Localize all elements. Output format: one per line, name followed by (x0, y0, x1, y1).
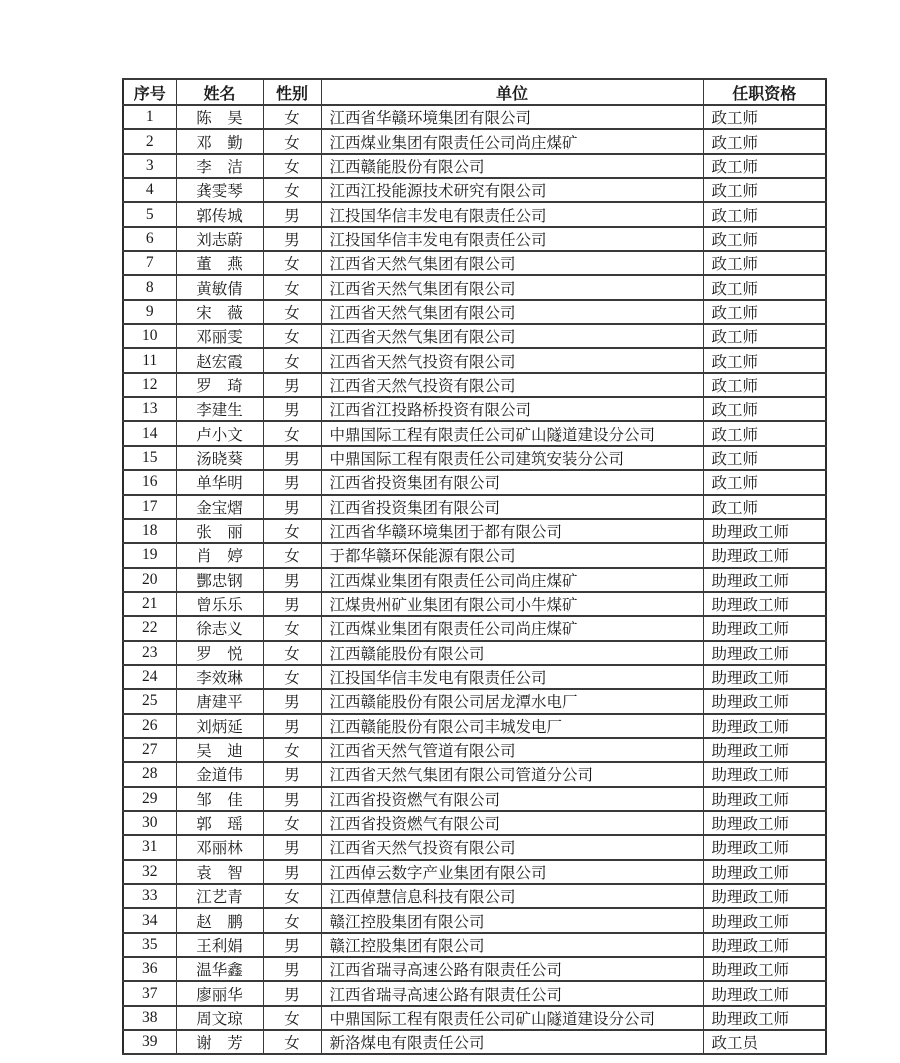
cell-gender: 男 (263, 568, 321, 592)
cell-qualification: 政工师 (703, 105, 826, 129)
cell-unit: 江投国华信丰发电有限责任公司 (321, 202, 703, 226)
cell-name: 吴 迪 (176, 738, 263, 762)
cell-gender: 男 (263, 373, 321, 397)
cell-qualification: 助理政工师 (703, 860, 826, 884)
cell-qualification: 政工师 (703, 227, 826, 251)
cell-qualification: 政工师 (703, 348, 826, 372)
cell-name: 酆忠钢 (176, 568, 263, 592)
cell-serial-number: 3 (123, 154, 176, 178)
table-header (123, 79, 826, 105)
cell-gender: 男 (263, 446, 321, 470)
cell-qualification: 政工师 (703, 202, 826, 226)
column-header-name: 姓名 (176, 79, 263, 105)
cell-serial-number: 18 (123, 519, 176, 543)
cell-unit: 江西省天然气管道有限公司 (321, 738, 703, 762)
cell-qualification: 政工师 (703, 397, 826, 421)
cell-serial-number: 4 (123, 178, 176, 202)
cell-qualification: 政工师 (703, 373, 826, 397)
cell-serial-number: 38 (123, 1006, 176, 1030)
table-row (123, 519, 826, 543)
cell-unit: 赣江控股集团有限公司 (321, 933, 703, 957)
table-row (123, 689, 826, 713)
table-row (123, 373, 826, 397)
cell-qualification: 政工师 (703, 300, 826, 324)
cell-gender: 女 (263, 738, 321, 762)
cell-name: 唐建平 (176, 689, 263, 713)
cell-gender: 女 (263, 129, 321, 153)
table-row (123, 154, 826, 178)
cell-serial-number: 25 (123, 689, 176, 713)
cell-qualification: 助理政工师 (703, 543, 826, 567)
column-header-qualification: 任职资格 (703, 79, 826, 105)
cell-qualification: 助理政工师 (703, 908, 826, 932)
cell-unit: 江西倬云数字产业集团有限公司 (321, 860, 703, 884)
cell-serial-number: 29 (123, 787, 176, 811)
cell-gender: 男 (263, 957, 321, 981)
table-row (123, 1030, 826, 1054)
cell-name: 邓 勤 (176, 129, 263, 153)
cell-serial-number: 13 (123, 397, 176, 421)
table-row (123, 178, 826, 202)
table-row (123, 860, 826, 884)
cell-name: 王利娟 (176, 933, 263, 957)
cell-qualification: 助理政工师 (703, 811, 826, 835)
table-row (123, 275, 826, 299)
cell-gender: 女 (263, 105, 321, 129)
cell-qualification: 政工师 (703, 129, 826, 153)
cell-serial-number: 36 (123, 957, 176, 981)
cell-qualification: 政工师 (703, 178, 826, 202)
cell-name: 罗 悦 (176, 641, 263, 665)
cell-gender: 男 (263, 860, 321, 884)
cell-serial-number: 8 (123, 275, 176, 299)
table-row (123, 543, 826, 567)
table-row (123, 202, 826, 226)
table-row (123, 981, 826, 1005)
cell-name: 卢小文 (176, 421, 263, 445)
cell-name: 谢 芳 (176, 1030, 263, 1054)
table-row (123, 811, 826, 835)
cell-qualification: 助理政工师 (703, 738, 826, 762)
cell-qualification: 助理政工师 (703, 568, 826, 592)
table-row (123, 397, 826, 421)
cell-unit: 新洛煤电有限责任公司 (321, 1030, 703, 1054)
cell-name: 赵 鹏 (176, 908, 263, 932)
cell-qualification: 助理政工师 (703, 519, 826, 543)
cell-serial-number: 5 (123, 202, 176, 226)
cell-unit: 江西省瑞寻高速公路有限责任公司 (321, 957, 703, 981)
cell-qualification: 政工员 (703, 1030, 826, 1054)
cell-name: 金宝熠 (176, 495, 263, 519)
cell-gender: 女 (263, 884, 321, 908)
table-row (123, 957, 826, 981)
cell-name: 黄敏倩 (176, 275, 263, 299)
cell-gender: 女 (263, 275, 321, 299)
cell-gender: 女 (263, 908, 321, 932)
cell-qualification: 助理政工师 (703, 884, 826, 908)
cell-name: 李 洁 (176, 154, 263, 178)
cell-serial-number: 32 (123, 860, 176, 884)
cell-name: 龚雯琴 (176, 178, 263, 202)
cell-serial-number: 14 (123, 421, 176, 445)
cell-unit: 江煤贵州矿业集团有限公司小牛煤矿 (321, 592, 703, 616)
cell-serial-number: 39 (123, 1030, 176, 1054)
cell-serial-number: 19 (123, 543, 176, 567)
cell-gender: 女 (263, 251, 321, 275)
cell-unit: 江西省天然气集团有限公司 (321, 300, 703, 324)
cell-qualification: 政工师 (703, 251, 826, 275)
cell-gender: 女 (263, 543, 321, 567)
table-row (123, 835, 826, 859)
cell-gender: 女 (263, 811, 321, 835)
table-row (123, 616, 826, 640)
cell-name: 江艺青 (176, 884, 263, 908)
cell-gender: 男 (263, 787, 321, 811)
cell-name: 郭传城 (176, 202, 263, 226)
column-header-serial-number: 序号 (123, 79, 176, 105)
cell-name: 罗 琦 (176, 373, 263, 397)
cell-serial-number: 31 (123, 835, 176, 859)
cell-name: 曾乐乐 (176, 592, 263, 616)
table-row (123, 300, 826, 324)
cell-serial-number: 35 (123, 933, 176, 957)
cell-unit: 江西省投资集团有限公司 (321, 495, 703, 519)
cell-unit: 江西省瑞寻高速公路有限责任公司 (321, 981, 703, 1005)
cell-name: 金道伟 (176, 762, 263, 786)
cell-serial-number: 34 (123, 908, 176, 932)
cell-serial-number: 20 (123, 568, 176, 592)
table-row (123, 592, 826, 616)
cell-gender: 女 (263, 348, 321, 372)
cell-name: 郭 瑶 (176, 811, 263, 835)
cell-gender: 男 (263, 470, 321, 494)
cell-serial-number: 28 (123, 762, 176, 786)
cell-qualification: 政工师 (703, 421, 826, 445)
table-row (123, 251, 826, 275)
cell-qualification: 助理政工师 (703, 616, 826, 640)
table-row (123, 105, 826, 129)
cell-qualification: 助理政工师 (703, 981, 826, 1005)
cell-name: 肖 婷 (176, 543, 263, 567)
cell-qualification: 助理政工师 (703, 787, 826, 811)
cell-name: 张 丽 (176, 519, 263, 543)
cell-name: 邹 佳 (176, 787, 263, 811)
cell-gender: 女 (263, 154, 321, 178)
cell-gender: 男 (263, 495, 321, 519)
cell-gender: 男 (263, 933, 321, 957)
cell-unit: 于都华赣环保能源有限公司 (321, 543, 703, 567)
cell-unit: 江西倬慧信息科技有限公司 (321, 884, 703, 908)
cell-unit: 江西江投能源技术研究有限公司 (321, 178, 703, 202)
cell-unit: 江西煤业集团有限责任公司尚庄煤矿 (321, 616, 703, 640)
cell-name: 刘炳延 (176, 714, 263, 738)
cell-unit: 江西省天然气投资有限公司 (321, 835, 703, 859)
cell-qualification: 助理政工师 (703, 1006, 826, 1030)
cell-gender: 男 (263, 202, 321, 226)
cell-unit: 江西煤业集团有限责任公司尚庄煤矿 (321, 129, 703, 153)
cell-qualification: 政工师 (703, 470, 826, 494)
cell-name: 廖丽华 (176, 981, 263, 1005)
cell-name: 徐志义 (176, 616, 263, 640)
cell-gender: 男 (263, 397, 321, 421)
cell-qualification: 助理政工师 (703, 714, 826, 738)
table-row (123, 446, 826, 470)
cell-unit: 江西省天然气投资有限公司 (321, 373, 703, 397)
cell-unit: 江西省华赣环境集团有限公司 (321, 105, 703, 129)
cell-unit: 江西省投资燃气有限公司 (321, 811, 703, 835)
cell-unit: 江西省投资集团有限公司 (321, 470, 703, 494)
cell-gender: 男 (263, 592, 321, 616)
cell-serial-number: 7 (123, 251, 176, 275)
cell-unit: 江西省华赣环境集团于都有限公司 (321, 519, 703, 543)
cell-gender: 女 (263, 641, 321, 665)
table-body (123, 105, 826, 1054)
personnel-roster-table (122, 78, 827, 1055)
cell-qualification: 助理政工师 (703, 957, 826, 981)
cell-name: 邓丽林 (176, 835, 263, 859)
cell-qualification: 政工师 (703, 495, 826, 519)
cell-name: 赵宏霞 (176, 348, 263, 372)
cell-name: 刘志蔚 (176, 227, 263, 251)
cell-serial-number: 11 (123, 348, 176, 372)
table-row (123, 495, 826, 519)
cell-unit: 江西赣能股份有限公司 (321, 154, 703, 178)
cell-unit: 江投国华信丰发电有限责任公司 (321, 227, 703, 251)
table-row (123, 1006, 826, 1030)
column-header-gender: 性别 (263, 79, 321, 105)
cell-serial-number: 2 (123, 129, 176, 153)
cell-gender: 男 (263, 762, 321, 786)
cell-name: 宋 薇 (176, 300, 263, 324)
cell-unit: 江西赣能股份有限公司 (321, 641, 703, 665)
cell-gender: 男 (263, 835, 321, 859)
table-row (123, 884, 826, 908)
cell-serial-number: 9 (123, 300, 176, 324)
table-row (123, 908, 826, 932)
cell-unit: 江西赣能股份有限公司居龙潭水电厂 (321, 689, 703, 713)
table-row (123, 714, 826, 738)
cell-gender: 女 (263, 1030, 321, 1054)
table-row (123, 762, 826, 786)
cell-serial-number: 26 (123, 714, 176, 738)
cell-unit: 江投国华信丰发电有限责任公司 (321, 665, 703, 689)
cell-name: 邓丽雯 (176, 324, 263, 348)
cell-gender: 男 (263, 981, 321, 1005)
cell-serial-number: 23 (123, 641, 176, 665)
cell-serial-number: 22 (123, 616, 176, 640)
cell-gender: 女 (263, 616, 321, 640)
cell-unit: 江西省天然气投资有限公司 (321, 348, 703, 372)
cell-qualification: 助理政工师 (703, 641, 826, 665)
cell-serial-number: 37 (123, 981, 176, 1005)
cell-gender: 男 (263, 714, 321, 738)
cell-name: 袁 智 (176, 860, 263, 884)
table-row (123, 129, 826, 153)
cell-unit: 中鼎国际工程有限责任公司建筑安装分公司 (321, 446, 703, 470)
table-row (123, 324, 826, 348)
header-row (123, 79, 826, 105)
cell-qualification: 助理政工师 (703, 762, 826, 786)
cell-gender: 女 (263, 519, 321, 543)
cell-serial-number: 30 (123, 811, 176, 835)
cell-qualification: 政工师 (703, 275, 826, 299)
cell-name: 李效琳 (176, 665, 263, 689)
cell-serial-number: 10 (123, 324, 176, 348)
cell-gender: 男 (263, 689, 321, 713)
cell-unit: 江西省天然气集团有限公司 (321, 324, 703, 348)
cell-unit: 江西省江投路桥投资有限公司 (321, 397, 703, 421)
cell-name: 陈 昊 (176, 105, 263, 129)
cell-serial-number: 15 (123, 446, 176, 470)
cell-gender: 女 (263, 324, 321, 348)
cell-unit: 江西煤业集团有限责任公司尚庄煤矿 (321, 568, 703, 592)
table-row (123, 421, 826, 445)
cell-qualification: 政工师 (703, 324, 826, 348)
cell-serial-number: 1 (123, 105, 176, 129)
cell-unit: 赣江控股集团有限公司 (321, 908, 703, 932)
table-row (123, 665, 826, 689)
column-header-unit: 单位 (321, 79, 703, 105)
cell-unit: 江西省天然气集团有限公司管道分公司 (321, 762, 703, 786)
cell-name: 单华明 (176, 470, 263, 494)
table-row (123, 787, 826, 811)
cell-qualification: 政工师 (703, 446, 826, 470)
cell-serial-number: 12 (123, 373, 176, 397)
cell-unit: 江西省投资燃气有限公司 (321, 787, 703, 811)
cell-name: 董 燕 (176, 251, 263, 275)
cell-qualification: 助理政工师 (703, 933, 826, 957)
cell-serial-number: 17 (123, 495, 176, 519)
cell-unit: 江西省天然气集团有限公司 (321, 251, 703, 275)
cell-unit: 江西赣能股份有限公司丰城发电厂 (321, 714, 703, 738)
cell-qualification: 助理政工师 (703, 665, 826, 689)
cell-name: 李建生 (176, 397, 263, 421)
cell-serial-number: 27 (123, 738, 176, 762)
table-row (123, 348, 826, 372)
cell-qualification: 助理政工师 (703, 689, 826, 713)
cell-serial-number: 33 (123, 884, 176, 908)
cell-gender: 女 (263, 665, 321, 689)
table-row (123, 568, 826, 592)
cell-qualification: 政工师 (703, 154, 826, 178)
table-row (123, 227, 826, 251)
cell-qualification: 助理政工师 (703, 592, 826, 616)
cell-unit: 中鼎国际工程有限责任公司矿山隧道建设分公司 (321, 421, 703, 445)
cell-gender: 男 (263, 227, 321, 251)
cell-serial-number: 16 (123, 470, 176, 494)
table-row (123, 470, 826, 494)
cell-qualification: 助理政工师 (703, 835, 826, 859)
cell-gender: 女 (263, 300, 321, 324)
cell-serial-number: 24 (123, 665, 176, 689)
cell-serial-number: 6 (123, 227, 176, 251)
table-row (123, 641, 826, 665)
cell-unit: 江西省天然气集团有限公司 (321, 275, 703, 299)
table-row (123, 933, 826, 957)
cell-gender: 女 (263, 178, 321, 202)
cell-name: 周文琼 (176, 1006, 263, 1030)
cell-name: 温华鑫 (176, 957, 263, 981)
table-row (123, 738, 826, 762)
cell-serial-number: 21 (123, 592, 176, 616)
cell-gender: 女 (263, 1006, 321, 1030)
cell-gender: 女 (263, 421, 321, 445)
cell-unit: 中鼎国际工程有限责任公司矿山隧道建设分公司 (321, 1006, 703, 1030)
cell-name: 汤晓葵 (176, 446, 263, 470)
